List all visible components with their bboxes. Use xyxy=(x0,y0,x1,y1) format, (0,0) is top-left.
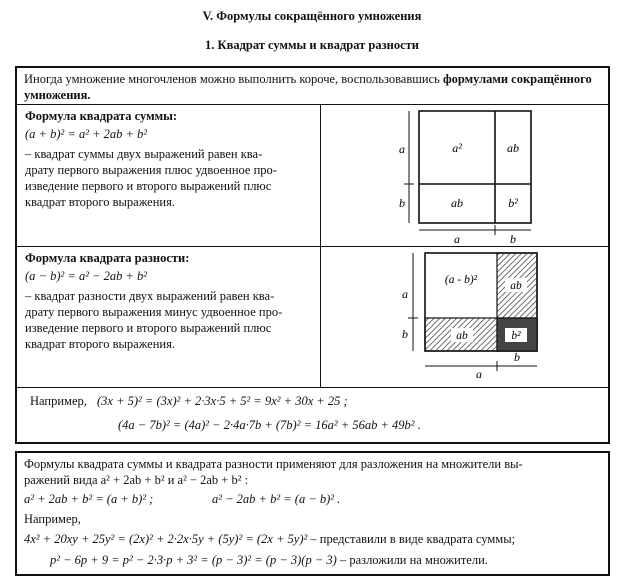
sum-desc-1: – квадрат суммы двух выражений равен ква- xyxy=(25,147,263,161)
section-title: V. Формулы сокращённого умножения xyxy=(202,9,422,23)
diff-heading: Формула квадрата разности: xyxy=(25,251,190,265)
sum-dim-a-vertical: a xyxy=(399,142,405,156)
sum-dim-a-horizontal: a xyxy=(454,232,460,246)
example1-line2: (4a − 7b)² = (4a)² − 2·4a·7b + (7b)² = 16a² + 56ab + 49b² . xyxy=(118,418,421,432)
diff-cell-ab-top: ab xyxy=(510,280,522,292)
sum-cell-b2: b² xyxy=(508,196,518,210)
diff-desc-3: изведение первого и второго выражений плюс xyxy=(25,321,272,335)
diff-desc-4: квадрат второго выражения. xyxy=(25,337,175,351)
intro-bold: формулами сокращённого умножения. xyxy=(24,72,592,102)
sum-dim-b-horizontal: b xyxy=(510,232,516,246)
sum-dim-b-vertical: b xyxy=(399,196,405,210)
factoring-example-2-note: – разложили на множители. xyxy=(339,553,488,567)
sum-formula: (a + b)² = a² + 2ab + b² xyxy=(25,127,148,141)
example1-line1: (3x + 5)² = (3x)² + 2·3x·5 + 5² = 9x² + 30x + 25 ; xyxy=(97,394,348,408)
intro-text: Иногда умножение многочленов можно выполнить короче, воспользовавшись xyxy=(24,72,443,86)
diff-dim-b-horizontal: b xyxy=(514,350,520,364)
subsection-title: 1. Квадрат суммы и квадрат разности xyxy=(205,38,419,52)
sum-square-diagram xyxy=(385,106,545,246)
diff-square-diagram xyxy=(385,248,550,384)
diff-desc-1: – квадрат разности двух выражений равен ква- xyxy=(25,289,275,303)
factoring-formula-2: a² − 2ab + b² = (a − b)² . xyxy=(212,492,341,506)
sum-cell-a2: a² xyxy=(452,141,462,155)
row-divider-3 xyxy=(15,387,610,388)
diff-dim-a-vertical: a xyxy=(402,287,408,301)
factoring-example-2-line xyxy=(50,552,488,568)
sum-desc-4: квадрат второго выражения. xyxy=(25,195,175,209)
factoring-text-2: ражений вида a² + 2ab + b² и a² − 2ab + b² : xyxy=(24,473,249,487)
sum-cell-ab-bottom: ab xyxy=(451,196,463,210)
diff-cell-amb2: (a - b)² xyxy=(444,274,478,286)
diff-desc-2: драту первого выражения минус удвоенное про- xyxy=(25,305,283,319)
sum-desc-2: драту первого выражения плюс удвоенное про- xyxy=(25,163,277,177)
row-divider-1 xyxy=(15,104,610,105)
diff-cell-b2: b² xyxy=(511,330,521,342)
diff-dim-b-vertical: b xyxy=(402,327,408,341)
sum-cell-ab-top: ab xyxy=(507,141,519,155)
factoring-example-1-line xyxy=(24,531,515,547)
factoring-example-1-note: – представили в виде квадрата суммы; xyxy=(310,532,516,546)
factoring-example-1: 4x² + 20xy + 25y² = (2x)² + 2·2x·5y + (5y)² = (2x + 5y)² xyxy=(24,532,308,546)
diff-cell-ab-bottom: ab xyxy=(456,330,468,342)
example1-label: Например, xyxy=(30,394,87,408)
factoring-formula-1: a² + 2ab + b² = (a + b)² ; xyxy=(24,492,154,506)
factoring-text-1: Формулы квадрата суммы и квадрата разности применяют для разложения на множители вы- xyxy=(24,457,523,471)
row-divider-2 xyxy=(15,246,610,247)
sum-heading: Формула квадрата суммы: xyxy=(25,109,178,123)
sum-desc-3: изведение первого и второго выражений плюс xyxy=(25,179,272,193)
factoring-example-label: Например, xyxy=(24,512,81,526)
intro-paragraph xyxy=(24,71,604,103)
diff-formula: (a − b)² = a² − 2ab + b² xyxy=(25,269,148,283)
diff-dim-a-horizontal: a xyxy=(476,367,482,381)
factoring-example-2: p² − 6p + 9 = p² − 2·3·p + 3² = (p − 3)² = (p − 3)(p − 3) xyxy=(50,553,337,567)
